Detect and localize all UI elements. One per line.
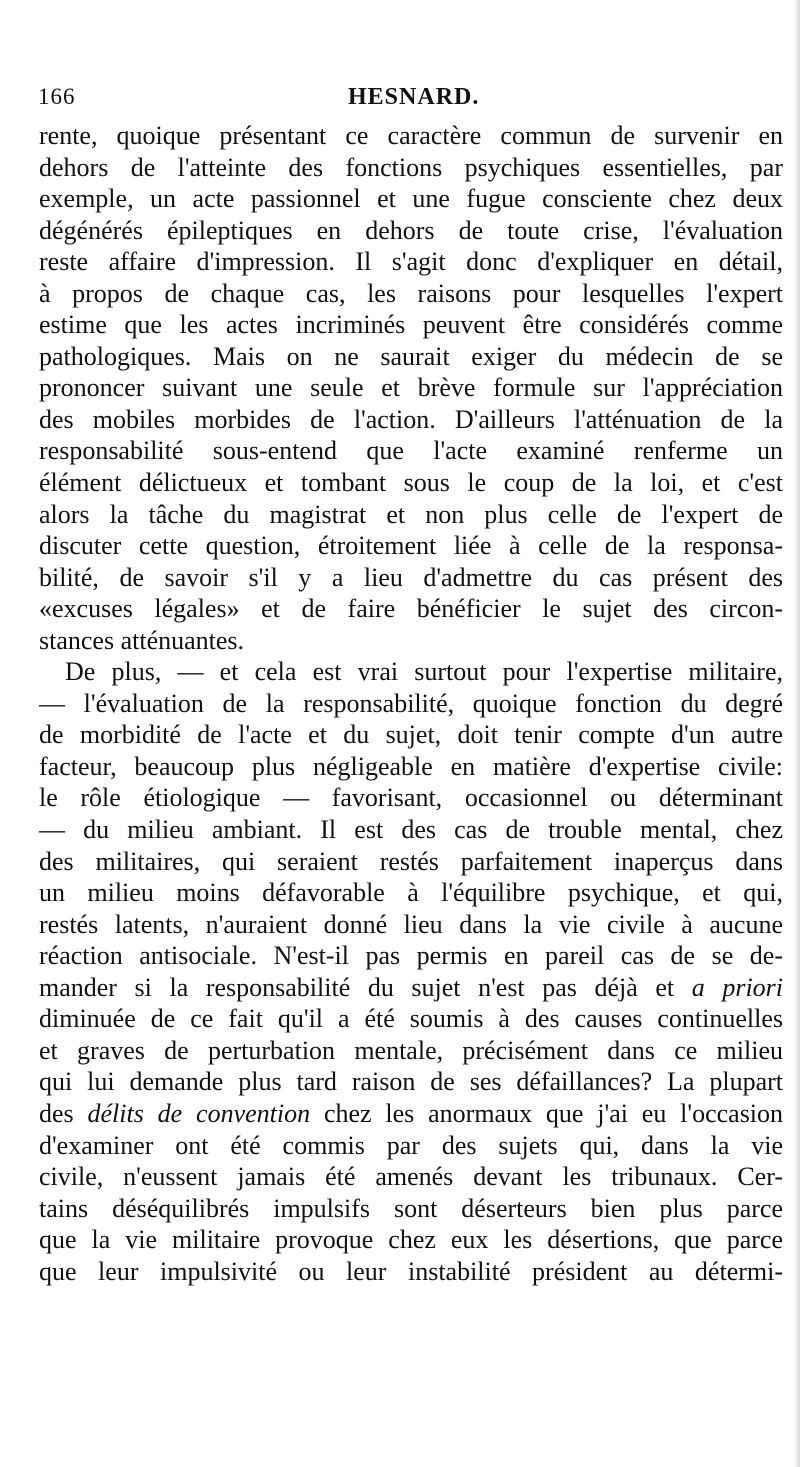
text-line: — l'évaluation de la responsabilité, quoique fonction du degré <box>39 688 783 718</box>
body-text <box>39 120 783 1287</box>
text-line-rest: chez les anormaux que j'ai eu l'occasion <box>323 1098 783 1128</box>
text-line-with-italic <box>39 1098 783 1130</box>
text-line: pathologiques. Mais on ne saurait exiger du médecin de se <box>39 341 783 371</box>
text-line: bilité, de savoir s'il y a lieu d'admettre du cas présent des <box>39 562 783 592</box>
text-line: de morbidité de l'acte et du sujet, doit tenir compte d'un autre <box>39 720 783 750</box>
text-line: tains déséquilibrés impulsifs sont déserteurs bien plus parce <box>39 1193 783 1223</box>
text-line: reste affaire d'impression. Il s'agit donc d'expliquer en détail, <box>39 247 783 277</box>
text-line: un milieu moins défavorable à l'équilibre psychique, et qui, <box>39 878 783 908</box>
text-line-start: des <box>39 1098 74 1128</box>
text-line: que la vie militaire provoque chez eux les désertions, que parce <box>39 1225 783 1255</box>
text-line: prononcer suivant une seule et brève formule sur l'appréciation <box>39 373 783 403</box>
text-line: des militaires, qui seraient restés parfaitement inaperçus dans <box>39 846 783 876</box>
text-line: stances atténuantes. <box>39 625 245 655</box>
text-line: De plus, — et cela est vrai surtout pour l'expertise militaire, <box>65 657 783 687</box>
text-line: diminuée de ce fait qu'il a été soumis à des causes continuelles <box>39 1004 783 1034</box>
text-line: «excuses légales» et de faire bénéficier le sujet des circon- <box>39 594 783 624</box>
text-line: le rôle étiologique — favorisant, occasionnel ou déterminant <box>39 783 783 813</box>
text-line: alors la tâche du magistrat et non plus celle de l'expert de <box>39 499 783 529</box>
text-line: que leur impulsivité ou leur instabilité président au détermi- <box>39 1256 783 1286</box>
text-line-with-italic <box>39 972 783 1004</box>
text-line: élément délictueux et tombant sous le coup de la loi, et c'est <box>39 468 783 498</box>
text-line: — du milieu ambiant. Il est des cas de trouble mental, chez <box>39 815 783 845</box>
text-line: à propos de chaque cas, les raisons pour lesquelles l'expert <box>39 278 783 308</box>
text-line: et graves de perturbation mentale, précisément dans ce milieu <box>39 1035 783 1065</box>
text-line: discuter cette question, étroitement liée à celle de la responsa- <box>39 531 783 561</box>
text-line: exemple, un acte passionnel et une fugue consciente chez deux <box>39 184 783 214</box>
text-line: responsabilité sous-entend que l'acte examiné renferme un <box>39 436 783 466</box>
page-number: 166 <box>38 84 76 109</box>
text-line-start: mander si la responsabilité du sujet n'est pas déjà et <box>39 972 675 1002</box>
page-header <box>38 84 778 114</box>
text-line: restés latents, n'auraient donné lieu dans la vie civile à aucune <box>39 909 783 939</box>
text-line: dégénérés épileptiques en dehors de toute crise, l'évaluation <box>39 215 783 245</box>
italic-a-priori: a priori <box>691 972 783 1002</box>
text-line: des mobiles morbides de l'action. D'ailleurs l'atténuation de la <box>39 404 783 434</box>
text-line: facteur, beaucoup plus négligeable en matière d'expertise civile: <box>39 751 783 781</box>
text-line: d'examiner ont été commis par des sujets qui, dans la vie <box>39 1130 783 1160</box>
text-line: civile, n'eussent jamais été amenés devant les tribunaux. Cer- <box>39 1162 783 1192</box>
text-line: réaction antisociale. N'est-il pas permis en pareil cas de se de- <box>39 941 783 971</box>
running-head: HESNARD. <box>348 84 480 110</box>
scan-edge <box>794 0 800 1467</box>
text-line: dehors de l'atteinte des fonctions psychiques essentielles, par <box>39 152 783 182</box>
text-line: estime que les actes incriminés peuvent être considérés comme <box>39 310 783 340</box>
italic-delits-de-convention: délits de convention <box>87 1098 311 1128</box>
text-line: qui lui demande plus tard raison de ses défaillances? La plupart <box>39 1067 783 1097</box>
text-line: rente, quoique présentant ce caractère commun de survenir en <box>39 121 783 150</box>
